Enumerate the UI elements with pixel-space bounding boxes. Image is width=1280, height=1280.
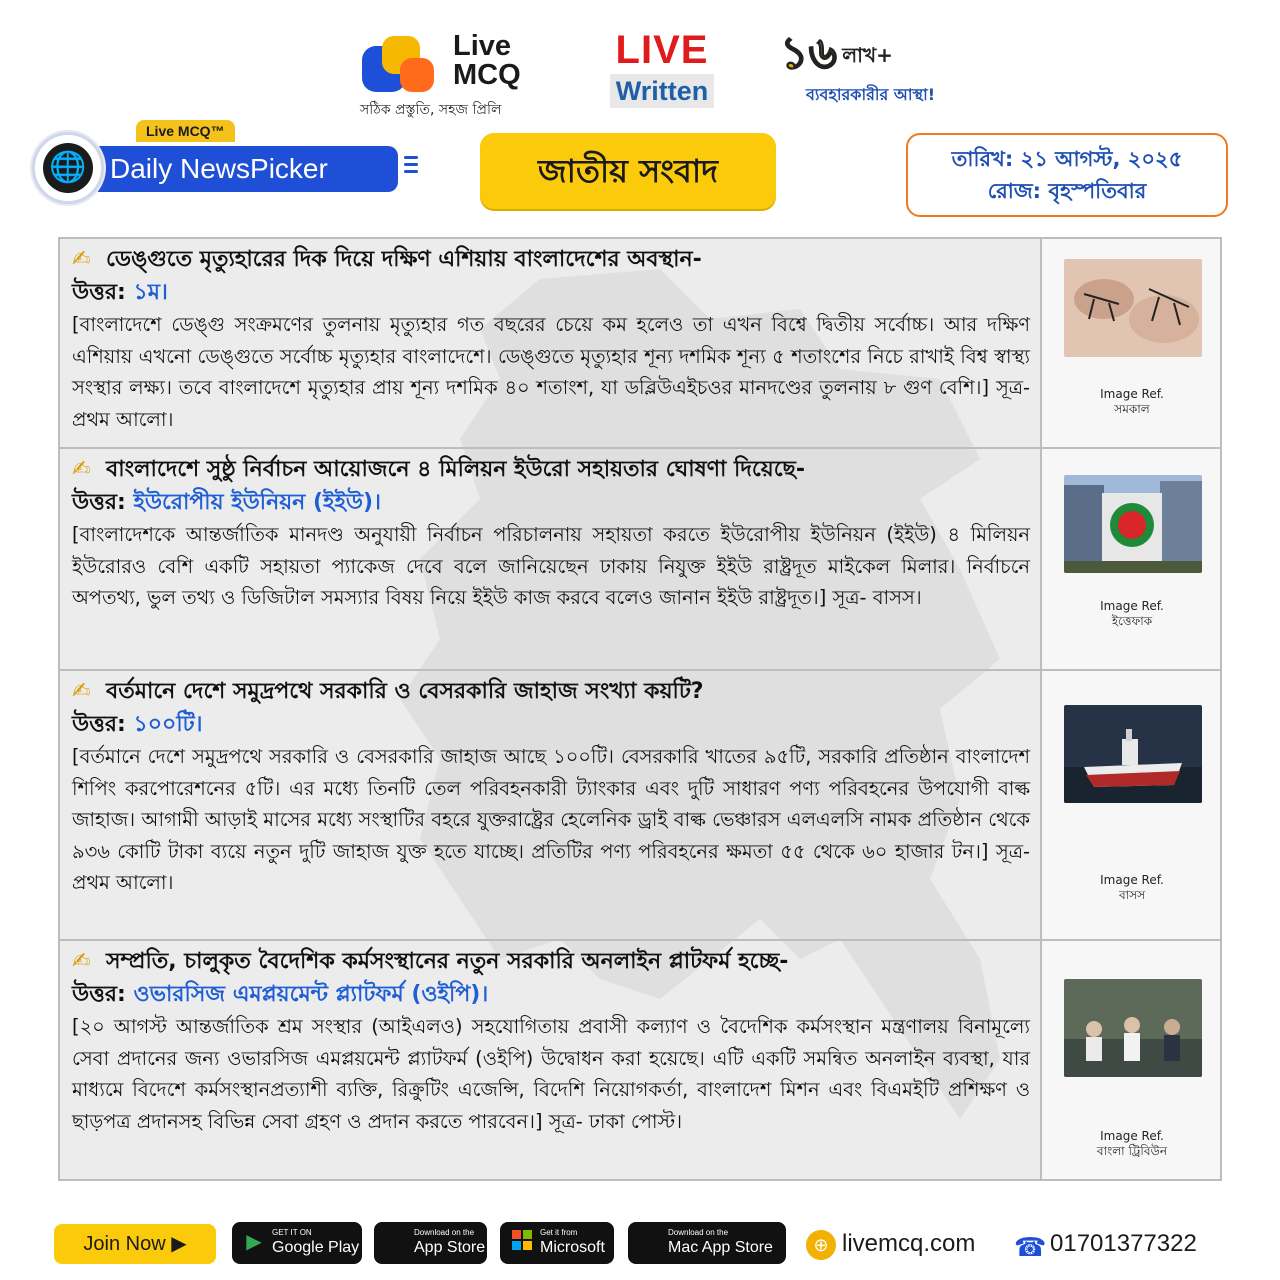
live-written-logo[interactable] [610,28,714,118]
image-column [1040,239,1220,447]
image-ref: Image Ref. বাংলা ট্রিবিউন [1096,1129,1168,1158]
writing-hand-icon: ✍ [72,949,91,974]
trust-unit: লাখ+ [842,43,893,67]
explanation: [বাংলাদেশকে আন্তর্জাতিক মানদণ্ড অনুযায়ী নির্বাচন পরিচালনায় সহায়তা করতে ইউরোপীয় ইউনিয়ন (ইইউ) ৪ মিলিয়ন ইউরোরও বেশি একটি সহায়তা প্যাকেজ দেবে বলে জানিয়েছেন ঢাকায় নিযুক্ত ইইউ রাষ্ট্রদূত মাইকেল মিলার। নির্বাচনে অপতথ্য, ভুল তথ্য ও ডিজিটাল সমস্যার বিষয় নিয়ে ইইউ কাজ করবে বলেও জানান ইইউ রাষ্ট্রদূত।] সূত্র- বাসস। [72,523,1030,609]
mosquito-image [1064,259,1202,357]
globe-icon: ⊕ [806,1230,836,1260]
question: ✍ বর্তমানে দেশে সমুদ্রপথে সরকারি ও বেসরকারি জাহাজ সংখ্যা কয়টি? [72,675,1030,709]
mac-app-store-button[interactable]: Download on the Mac App Store [628,1222,786,1264]
news-item [60,671,1220,941]
date-line: তারিখ: ২১ আগস্ট, ২০২৫ [951,147,1183,171]
newspicker-title: Daily NewsPicker [98,146,398,192]
election-commission-image [1064,475,1202,573]
livemcq-logo[interactable] [358,30,558,120]
microsoft-icon [510,1230,534,1254]
writing-hand-icon: ✍ [72,679,91,704]
news-item [60,449,1220,671]
newspicker-badge: Live MCQ™ [136,120,235,142]
google-play-button[interactable]: ▶ GET IT ON Google Play [232,1222,362,1264]
image-ref: Image Ref. সমকাল [1100,387,1164,416]
trust-subtitle: ব্যবহারকারীর আস্থা! [806,85,936,104]
event-image [1064,979,1202,1077]
ship-image [1064,705,1202,803]
explanation: [বর্তমানে দেশে সমুদ্রপথে সরকারি ও বেসরকারি জাহাজ আছে ১০০টি। বেসরকারি খাতের ৯৫টি, সরকারি প্রতিষ্ঠান বাংলাদেশ শিপিং করপোরেশনের ৫টি। এর মধ্যে তিনটি তেল পরিবহনকারী ট্যাংকার এবং দুটি সাধারণ পণ্য পরিবহনের উপযোগী বাল্ক জাহাজ। আগামী আড়াই মাসের মধ্যে সংস্থাটির বহরে যুক্তরাষ্ট্রের হেলেনিক ড্রাই বাল্ক ভেঞ্চারস এলএলসি নামক প্রতিষ্ঠান থেকে ৯৩৬ কোটি টাকা ব্যয়ে নতুন দুটি জাহাজ যুক্ত হতে যাচ্ছে। প্রতিটির পণ্য পরিবহনের ক্ষমতা ৫৫ থেকে ৬০ হাজার টন।] সূত্র- প্রথম আলো। [72,745,1030,894]
image-column [1040,941,1220,1181]
livemcq-logo-icon [358,36,438,94]
answer: উত্তর: ১ম। [72,280,168,305]
news-item [60,941,1220,1181]
website-link[interactable]: ⊕ livemcq.com [806,1226,975,1262]
image-column [1040,671,1220,939]
answer: উত্তর: ওভারসিজ এমপ্লয়মেন্ট প্ল্যাটফর্ম (ওইপি)। [72,982,489,1007]
news-item [60,239,1220,449]
explanation: [বাংলাদেশে ডেঙ্গু সংক্রমণের তুলনায় মৃত্যুহার গত বছরের চেয়ে কম হলেও তা এখন বিশ্বে দ্বিতীয় সর্বোচ্চ। আর দক্ষিণ এশিয়ায় এখনো ডেঙ্গুতে সর্বোচ্চ মৃত্যুহার বাংলাদেশে। ডেঙ্গুতে মৃত্যুহার শূন্য দশমিক শূন্য ৫ শতাংশের নিচে রাখাই বিশ্ব স্বাস্থ্য সংস্থার লক্ষ্য। তবে বাংলাদেশে মৃত্যুহার প্রায় শূন্য দশমিক ৪০ শতাংশ, যা ডব্লিউএইচওর মানদণ্ডের তুলনায় ৮ গুণ বেশি।] সূত্র- প্রথম আলো। [72,313,1030,431]
trust-number: ১৬ [780,29,838,78]
footer-bar [0,1222,1280,1268]
live-label: LIVE [615,28,709,72]
brand-row [0,28,1280,118]
image-ref: Image Ref. ইত্তেফাক [1100,599,1164,628]
day-line: রোজ: বৃহস্পতিবার [987,179,1147,203]
join-now-button[interactable]: Join Now ▶ [54,1224,216,1264]
apple-icon [384,1230,408,1254]
google-play-icon: ▶ [246,1231,262,1253]
writing-hand-icon: ✍ [72,247,91,272]
user-trust-badge [780,28,970,118]
writing-hand-icon: ✍ [72,457,91,482]
explanation: [২০ আগস্ট আন্তর্জাতিক শ্রম সংস্থার (আইএলও) সহযোগিতায় প্রবাসী কল্যাণ ও বৈদেশিক কর্মসংস্থান মন্ত্রণালয় বিনামূল্যে সেবা প্রদানের জন্য ওভারসিজ এমপ্লয়মেন্ট প্ল্যাটফর্ম (ওইপি) উদ্বোধন করা হয়েছে। এটি একটি সমন্বিত অনলাইন ব্যবস্থা, যার মাধ্যমে বিদেশে কর্মসংস্থানপ্রত্যাশী ব্যক্তি, রিক্রুটিং এজেন্সি, বিদেশি নিয়োগকর্তা, বাংলাদেশ মিশন এবং বিএমইটি প্রশিক্ষণ ও ছাড়পত্র প্রদানসহ বিভিন্ন সেবা গ্রহণ ও প্রদান করতে পারবেন।] সূত্র- ঢাকা পোস্ট। [72,1015,1030,1133]
question: ✍ বাংলাদেশে সুষ্ঠু নির্বাচন আয়োজনে ৪ মিলিয়ন ইউরো সহায়তার ঘোষণা দিয়েছে- [72,453,1030,487]
phone-contact[interactable]: ☎ 01701377322 [1014,1230,1197,1262]
livemcq-tagline: সঠিক প্রস্তুতি, সহজ প্রিলি [360,102,502,118]
globe-icon: 🌐 [32,132,104,204]
app-store-button[interactable]: Download on the App Store [374,1222,487,1264]
written-label: Written [610,74,714,108]
answer: উত্তর: ১০০টি। [72,712,203,737]
question: ✍ ডেঙ্গুতে মৃত্যুহারের দিক দিয়ে দক্ষিণ এশিয়ায় বাংলাদেশের অবস্থান- [72,243,1030,277]
date-box [906,133,1228,217]
question: ✍ সম্প্রতি, চালুকৃত বৈদেশিক কর্মসংস্থানের নতুন সরকারি অনলাইন প্লাটফর্ম হচ্ছে- [72,945,1030,979]
support-agent-icon: ☎ [1014,1231,1047,1262]
livemcq-wordmark: Live MCQ [453,30,521,91]
apple-icon [638,1230,662,1254]
daily-newspicker-logo [28,123,408,218]
microsoft-store-button[interactable]: Get it from Microsoft [500,1222,614,1264]
category-title: জাতীয় সংবাদ [480,133,776,209]
news-table [58,237,1222,1181]
image-column [1040,449,1220,669]
newspicker-lines-decoration [404,156,418,177]
answer: উত্তর: ইউরোপীয় ইউনিয়ন (ইইউ)। [72,490,381,515]
image-ref: Image Ref. বাসস [1100,873,1164,902]
